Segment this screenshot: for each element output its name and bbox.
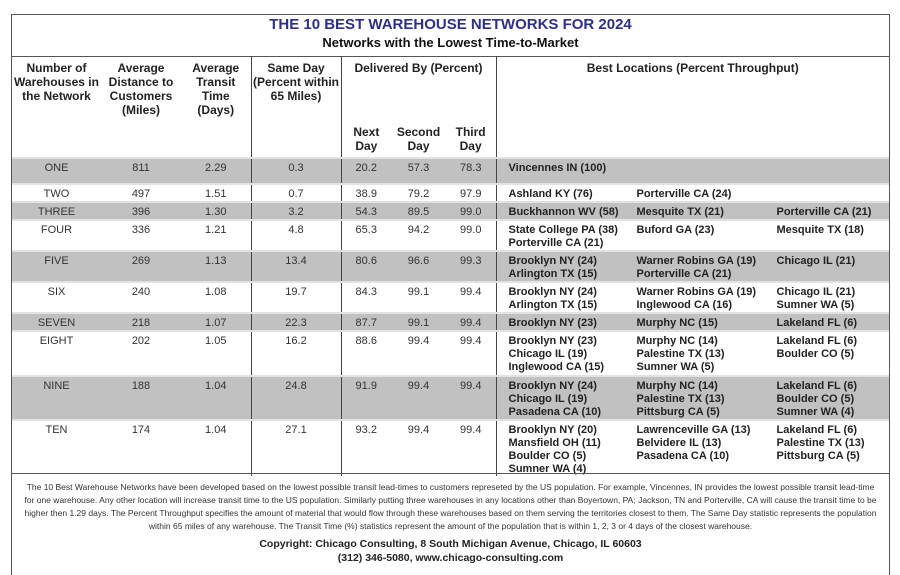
avg-distance: 336 — [101, 220, 181, 251]
avg-transit: 1.05 — [181, 331, 251, 376]
location-item: Lakeland FL (6) — [776, 335, 857, 347]
best-locations — [496, 184, 889, 202]
table-row — [12, 331, 889, 376]
table-row — [12, 220, 889, 251]
location-item: Arlington TX (15) — [508, 268, 598, 280]
best-locations — [496, 158, 889, 184]
location-item: Lakeland FL (6) — [776, 380, 857, 392]
same-day-pct: 22.3 — [251, 313, 341, 331]
best-locations — [496, 313, 889, 331]
location-item: Pittsburg CA (5) — [636, 406, 720, 418]
warehouse-count: FIVE — [12, 251, 101, 282]
header-avg-distance: Average Distance to Customers (Miles) — [101, 57, 181, 159]
third-day-pct: 99.4 — [446, 376, 496, 420]
location-item: Murphy NC (14) — [636, 380, 718, 392]
avg-transit: 1.51 — [181, 184, 251, 202]
location-item: Chicago IL (19) — [508, 393, 588, 405]
avg-distance: 396 — [101, 202, 181, 220]
location-item: Warner Robins GA (19) — [636, 286, 757, 298]
third-day-pct: 99.4 — [446, 420, 496, 476]
best-locations — [496, 220, 889, 251]
location-item: Sumner WA (5) — [776, 299, 855, 311]
location-item: Sumner WA (4) — [508, 463, 587, 475]
header-same-day: Same Day (Percent within 65 Miles) — [251, 57, 341, 159]
third-day-pct: 99.4 — [446, 282, 496, 313]
second-day-pct: 96.6 — [391, 251, 446, 282]
location-item: Porterville CA (21) — [508, 237, 604, 249]
contact-info: (312) 346-5080, www.chicago-consulting.com — [337, 552, 564, 564]
location-item: Chicago IL (21) — [776, 286, 856, 298]
location-item: Buford GA (23) — [636, 224, 715, 236]
warehouse-count: NINE — [12, 376, 101, 420]
location-item: Sumner WA (5) — [636, 361, 715, 373]
best-locations — [496, 331, 889, 376]
location-item: Inglewood CA (16) — [636, 299, 733, 311]
next-day-pct: 88.6 — [341, 331, 391, 376]
location-item: Brooklyn NY (24) — [508, 380, 597, 392]
avg-distance: 269 — [101, 251, 181, 282]
warehouse-count: ONE — [12, 158, 101, 184]
same-day-pct: 4.8 — [251, 220, 341, 251]
table-row — [12, 202, 889, 220]
table-row — [12, 313, 889, 331]
warehouse-count: TEN — [12, 420, 101, 476]
avg-distance: 188 — [101, 376, 181, 420]
same-day-pct: 27.1 — [251, 420, 341, 476]
location-item: Lawrenceville GA (13) — [636, 424, 751, 436]
location-item: Porterville CA (24) — [636, 188, 732, 200]
location-item: Palestine TX (13) — [636, 393, 725, 405]
location-item: Boulder CO (5) — [508, 450, 587, 462]
location-item: Pasadena CA (10) — [636, 450, 730, 462]
header-delivered-by — [341, 57, 496, 159]
second-day-pct: 99.1 — [391, 282, 446, 313]
location-item: Belvidere IL (13) — [636, 437, 722, 449]
location-item: Brooklyn NY (23) — [508, 335, 597, 347]
header-num-warehouses: Number of Warehouses in the Network — [12, 57, 101, 159]
warehouse-count: SEVEN — [12, 313, 101, 331]
same-day-pct: 3.2 — [251, 202, 341, 220]
next-day-pct: 87.7 — [341, 313, 391, 331]
header-next-day: Next Day — [353, 125, 380, 153]
location-item: Sumner WA (4) — [776, 406, 855, 418]
avg-distance: 811 — [101, 158, 181, 184]
next-day-pct: 80.6 — [341, 251, 391, 282]
location-item: Inglewood CA (15) — [508, 361, 605, 373]
location-item: Brooklyn NY (20) — [508, 424, 597, 436]
header-best-locations: Best Locations (Percent Throughput) — [496, 57, 889, 159]
third-day-pct: 99.0 — [446, 202, 496, 220]
location-item: Mansfield OH (11) — [508, 437, 601, 449]
second-day-pct: 99.4 — [391, 420, 446, 476]
best-locations — [496, 251, 889, 282]
third-day-pct: 99.4 — [446, 331, 496, 376]
second-day-pct: 99.4 — [391, 331, 446, 376]
same-day-pct: 24.8 — [251, 376, 341, 420]
next-day-pct: 84.3 — [341, 282, 391, 313]
third-day-pct: 99.3 — [446, 251, 496, 282]
next-day-pct: 65.3 — [341, 220, 391, 251]
second-day-pct: 79.2 — [391, 184, 446, 202]
avg-transit: 1.07 — [181, 313, 251, 331]
location-item: Murphy NC (15) — [636, 317, 718, 329]
second-day-pct: 94.2 — [391, 220, 446, 251]
report-frame — [11, 14, 890, 575]
avg-transit: 1.04 — [181, 376, 251, 420]
location-item: Brooklyn NY (24) — [508, 286, 597, 298]
table-row — [12, 420, 889, 476]
avg-distance: 174 — [101, 420, 181, 476]
location-item: Lakeland FL (6) — [776, 424, 857, 436]
next-day-pct: 20.2 — [341, 158, 391, 184]
location-item: Porterville CA (21) — [776, 206, 872, 218]
footer — [12, 473, 889, 565]
avg-transit: 1.04 — [181, 420, 251, 476]
location-item: Vincennes IN (100) — [508, 162, 607, 174]
same-day-pct: 19.7 — [251, 282, 341, 313]
location-item: Brooklyn NY (24) — [508, 255, 597, 267]
location-item: State College PA (38) — [508, 224, 618, 236]
avg-transit: 1.08 — [181, 282, 251, 313]
location-item: Boulder CO (5) — [776, 393, 855, 405]
location-item: Chicago IL (21) — [776, 255, 856, 267]
location-item: Boulder CO (5) — [776, 348, 855, 360]
location-item: Pasadena CA (10) — [508, 406, 602, 418]
avg-transit: 1.21 — [181, 220, 251, 251]
delivered-by-label: Delivered By (Percent) — [354, 61, 483, 75]
best-locations — [496, 420, 889, 476]
header-third-day: Third Day — [455, 125, 486, 153]
location-item: Arlington TX (15) — [508, 299, 598, 311]
same-day-pct: 0.3 — [251, 158, 341, 184]
second-day-pct: 99.4 — [391, 376, 446, 420]
location-item: Palestine TX (13) — [776, 437, 865, 449]
table-row — [12, 251, 889, 282]
location-item: Chicago IL (19) — [508, 348, 588, 360]
location-item: Palestine TX (13) — [636, 348, 725, 360]
location-item: Mesquite TX (18) — [776, 224, 864, 236]
warehouse-networks-table — [12, 56, 889, 476]
second-day-pct: 99.1 — [391, 313, 446, 331]
report-title: THE 10 BEST WAREHOUSE NETWORKS FOR 2024 — [269, 16, 632, 33]
location-item: Murphy NC (14) — [636, 335, 718, 347]
same-day-pct: 13.4 — [251, 251, 341, 282]
avg-transit: 2.29 — [181, 158, 251, 184]
location-item: Brooklyn NY (23) — [508, 317, 597, 329]
location-item: Pittsburg CA (5) — [776, 450, 860, 462]
next-day-pct: 54.3 — [341, 202, 391, 220]
same-day-pct: 0.7 — [251, 184, 341, 202]
warehouse-count: EIGHT — [12, 331, 101, 376]
second-day-pct: 57.3 — [391, 158, 446, 184]
header-second-day: Second Day — [396, 125, 441, 153]
methodology-note: The 10 Best Warehouse Networks have been developed based on the lowest possible transit lead-times to customers represeted by the US population. For example, Vincennes, IN provides the lowest possible transit lead-time for one warehouse. Any other location will increase transit time to the US population. Similarly putting three warehouses in any locations other than Boyertown, PA; Jackson, TN and Porterville, CA will cause the transit time to be higher then 1.29 days. The Percent Throughput specifies the amount of material that would flow through these warehouses based on them serving the territories closest to them. The Same Day statistic represents the population within 65 miles of any warehouse. The Transit Time (%) statistics represent the amount of the population that is within 1, 2, 3 or 4 days of the closest warehouse. — [24, 482, 877, 531]
avg-transit: 1.30 — [181, 202, 251, 220]
location-item: Lakeland FL (6) — [776, 317, 857, 329]
header-avg-transit: Average Transit Time (Days) — [181, 57, 251, 159]
third-day-pct: 99.0 — [446, 220, 496, 251]
table-row — [12, 158, 889, 184]
table-row — [12, 282, 889, 313]
warehouse-count: FOUR — [12, 220, 101, 251]
table-row — [12, 376, 889, 420]
location-item: Ashland KY (76) — [508, 188, 593, 200]
location-item: Porterville CA (21) — [636, 268, 732, 280]
warehouse-count: TWO — [12, 184, 101, 202]
table-row — [12, 184, 889, 202]
location-item: Mesquite TX (21) — [636, 206, 724, 218]
best-locations — [496, 202, 889, 220]
third-day-pct: 99.4 — [446, 313, 496, 331]
avg-distance: 240 — [101, 282, 181, 313]
third-day-pct: 97.9 — [446, 184, 496, 202]
second-day-pct: 89.5 — [391, 202, 446, 220]
third-day-pct: 78.3 — [446, 158, 496, 184]
warehouse-count: THREE — [12, 202, 101, 220]
avg-distance: 497 — [101, 184, 181, 202]
location-item: Warner Robins GA (19) — [636, 255, 757, 267]
avg-transit: 1.13 — [181, 251, 251, 282]
warehouse-count: SIX — [12, 282, 101, 313]
next-day-pct: 38.9 — [341, 184, 391, 202]
next-day-pct: 91.9 — [341, 376, 391, 420]
report-subtitle: Networks with the Lowest Time-to-Market — [322, 35, 579, 50]
best-locations — [496, 282, 889, 313]
location-item: Buckhannon WV (58) — [508, 206, 619, 218]
same-day-pct: 16.2 — [251, 331, 341, 376]
avg-distance: 202 — [101, 331, 181, 376]
copyright: Copyright: Chicago Consulting, 8 South Michigan Avenue, Chicago, IL 60603 — [259, 538, 642, 550]
best-locations — [496, 376, 889, 420]
avg-distance: 218 — [101, 313, 181, 331]
next-day-pct: 93.2 — [341, 420, 391, 476]
